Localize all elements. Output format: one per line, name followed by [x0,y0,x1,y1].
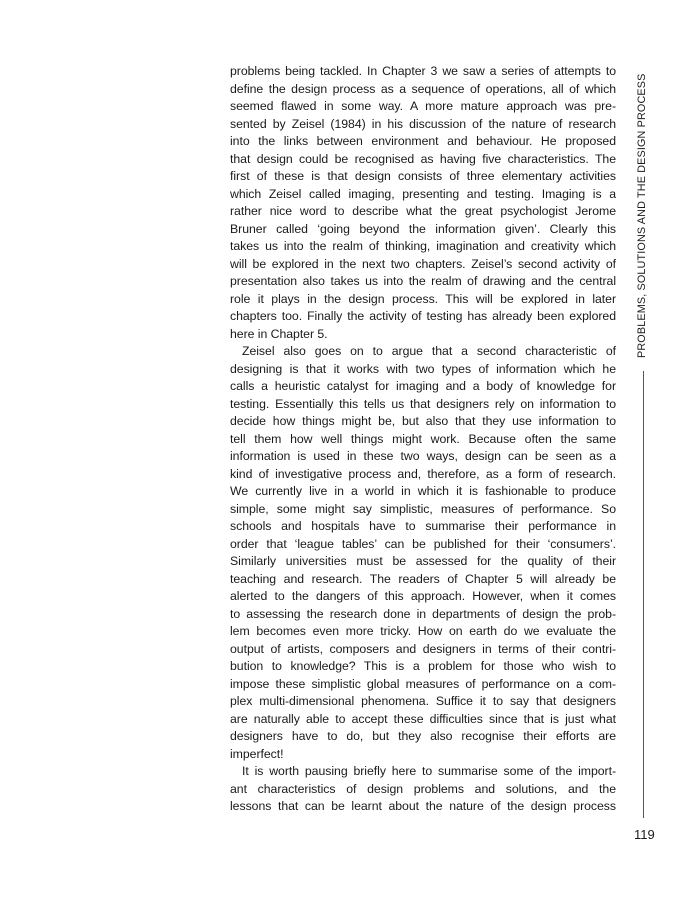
text-line: decide how things might be, but also that they use information to [230,414,616,428]
text-line: alerted to the dangers of this approach. However, when it comes [230,589,616,603]
text-line: calls a heuristic catalyst for imaging and a body of knowledge for [230,379,616,393]
text-line: tell them how well things might work. Because often the same [230,431,616,446]
paragraph-start-line: Zeisel also goes on to argue that a second characteristic of [242,344,616,358]
text-line: imperfect! [230,746,284,761]
text-line: chapters too. Finally the activity of testing has already been explored [230,309,616,323]
text-line: order that ‘league tables’ can be published for their ‘consumers’. [230,536,616,551]
text-line: role it plays in the design process. This will be explored in later [230,291,616,306]
text-line: sented by Zeisel (1984) in his discussion of the nature of research [230,116,616,131]
text-line: designing is that it works with two types of information which he [230,361,616,376]
text-line: define the design process as a sequence of operations, all of which [230,81,616,96]
text-line: testing. Essentially this tells us that designers rely on information to [230,396,616,411]
text-line: impose these simplistic global measures of performance on a com- [230,676,616,691]
text-line: teaching and research. The readers of Chapter 5 will already be [230,571,616,586]
text-line: takes us into the realm of thinking, imagination and creativity which [230,239,616,253]
text-line: schools and hospitals have to summarise their performance in [230,519,616,533]
text-line: into the links between environment and behaviour. He proposed [230,134,616,148]
text-line: information is used in these two ways, design can be seen as a [230,449,616,463]
text-line: which Zeisel called imaging, presenting and testing. Imaging is a [230,186,616,201]
text-line: Bruner called ‘going beyond the information given’. Clearly this [230,221,616,236]
text-line: Similarly universities must be assessed for the quality of their [230,554,616,568]
text-line: first of these is that design consists of three elementary activities [230,169,616,183]
text-line: designers have to do, but they also recognise their efforts are [230,729,616,743]
text-line: simple, some might say simplistic, measures of performance. So [230,501,616,516]
text-line: seemed flawed in some way. A more mature approach was pre- [230,99,616,113]
body-text [230,63,616,816]
text-line: bution to knowledge? This is a problem for those who wish to [230,659,616,673]
text-line: We currently live in a world in which it is fashionable to produce [230,484,616,498]
page-number: 119 [634,827,655,842]
text-line: ant characteristics of design problems and solutions, and the [230,781,616,796]
text-line: presentation also takes us into the realm of drawing and the central [230,274,616,288]
text-line: that design could be recognised as having five characteristics. The [230,151,616,166]
text-line: here in Chapter 5. [230,326,328,341]
text-line: kind of investigative process and, therefore, as a form of research. [230,466,616,481]
text-line: to assessing the research done in departments of design the prob- [230,606,616,621]
paragraph-start-line: It is worth pausing briefly here to summarise some of the import- [242,764,616,778]
text-line: problems being tackled. In Chapter 3 we saw a series of attempts to [230,64,616,78]
text-line: lessons that can be learnt about the nature of the design process [230,799,616,813]
text-line: will be explored in the next two chapters. Zeisel’s second activity of [230,256,616,271]
margin-rule [643,371,644,818]
text-line: lem becomes even more tricky. How on earth do we evaluate the [230,624,616,638]
text-line: output of artists, composers and designers in terms of their contri- [230,641,616,656]
text-line: are naturally able to accept these difficulties since that is just what [230,711,616,726]
text-line: rather nice word to describe what the great psychologist Jerome [230,204,616,218]
text-line: plex multi-dimensional phenomena. Suffice it to say that designers [230,694,616,708]
running-head: PROBLEMS, SOLUTIONS AND THE DESIGN PROCESS [636,73,648,358]
